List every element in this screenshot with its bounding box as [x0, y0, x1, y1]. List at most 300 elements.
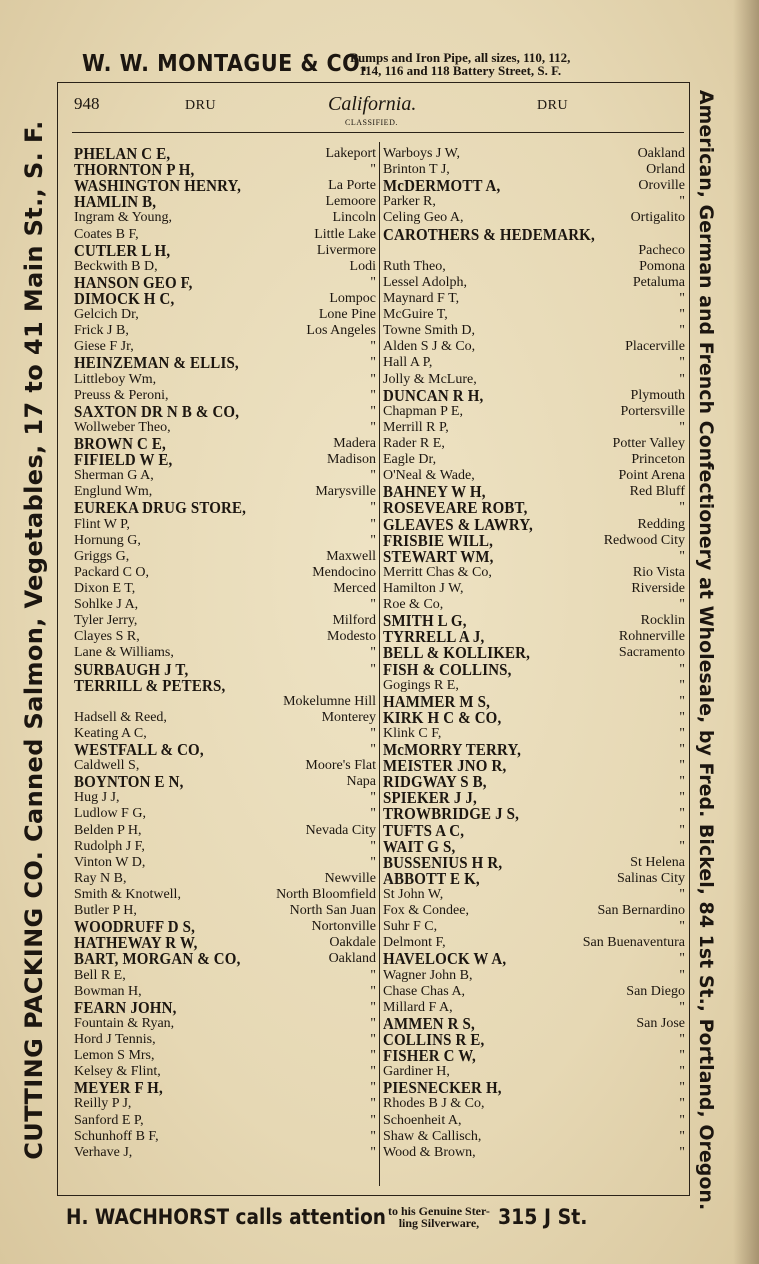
entry-name: SURBAUGH J T,: [74, 659, 189, 679]
entry-name: Lemon S Mrs,: [74, 1048, 155, 1064]
entry-place: ": [679, 194, 685, 210]
entry-name: Hall A P,: [383, 355, 433, 371]
entry-name: Vinton W D,: [74, 854, 146, 870]
entry-name: Jolly & McLure,: [383, 371, 477, 387]
entry-place: ": [370, 1015, 376, 1031]
entry-name: Caldwell S,: [74, 758, 140, 774]
entry-place: Ortigalito: [630, 210, 685, 226]
entry-name: Gogings R E,: [383, 677, 459, 693]
directory-entry: [74, 372, 376, 388]
directory-entry: [74, 823, 376, 839]
right-column: [383, 146, 685, 1161]
directory-entry: [74, 323, 376, 339]
entry-name: GLEAVES & LAWRY,: [383, 514, 533, 534]
entry-name: COLLINS R E,: [383, 1030, 485, 1050]
entry-place: ": [370, 1064, 376, 1080]
entry-place: La Porte: [328, 178, 376, 194]
directory-entry: [383, 565, 685, 581]
directory-entry: [383, 581, 685, 597]
entry-name: McGuire T,: [383, 307, 448, 323]
entry-place: ": [370, 355, 376, 371]
directory-entry: [74, 742, 376, 758]
entry-place: ": [679, 1144, 685, 1160]
entry-name: DUNCAN R H,: [383, 385, 484, 405]
entry-name: ABBOTT E K,: [383, 868, 480, 888]
entry-place: Pacheco: [638, 242, 685, 258]
entry-place: Potter Valley: [612, 435, 685, 451]
entry-name: Klink C F,: [383, 725, 442, 741]
column-divider: [379, 142, 380, 1186]
entry-name: THORNTON P H,: [74, 160, 195, 180]
entry-place: ": [679, 822, 685, 838]
entry-name: HAVELOCK W A,: [383, 949, 507, 969]
entry-place: Mendocino: [312, 564, 376, 580]
entry-name: Alden S J & Co,: [383, 339, 476, 355]
entry-name: FEARN JOHN,: [74, 997, 177, 1017]
entry-name: Tyler Jerry,: [74, 613, 138, 629]
entry-name: HEINZEMAN & ELLIS,: [74, 353, 239, 373]
directory-entry: [383, 1113, 685, 1129]
entry-name: Merritt Chas & Co,: [383, 564, 492, 580]
footer-ad-details: [388, 1205, 490, 1229]
entry-name: EUREKA DRUG STORE,: [74, 498, 247, 518]
directory-entry: [74, 500, 376, 516]
entry-name: Lane & Williams,: [74, 645, 174, 661]
entry-place: ": [679, 500, 685, 516]
directory-entry: [383, 984, 685, 1000]
entry-name: Fox & Condee,: [383, 903, 469, 919]
entry-name: Bowman H,: [74, 983, 142, 999]
entry-name: Sherman G A,: [74, 468, 154, 484]
entry-place: Orland: [646, 162, 685, 178]
directory-entry: [74, 968, 376, 984]
entry-name: Preuss & Peroni,: [74, 387, 169, 403]
section-code-right: DRU: [537, 98, 569, 113]
entry-place: ": [679, 355, 685, 371]
entry-name: ROSEVEARE ROBT,: [383, 498, 528, 518]
entry-name: Keating A C,: [74, 725, 147, 741]
entry-place: ": [679, 371, 685, 387]
entry-name: PIESNECKER H,: [383, 1078, 502, 1098]
entry-place: ": [679, 774, 685, 790]
directory-entry: [74, 452, 376, 468]
entry-place: Lincoln: [332, 210, 376, 226]
entry-name: Wood & Brown,: [383, 1144, 476, 1160]
directory-entry: [383, 887, 685, 903]
right-margin-advertisement: American, German and French Confectionery at Wholesale, by Fred. Bickel, 84 1st St., Portland, Oregon.: [695, 89, 717, 1211]
directory-entry: [383, 224, 685, 244]
entry-place: ": [679, 758, 685, 774]
entry-place: Oakland: [637, 146, 685, 161]
entry-place: Sacramento: [618, 645, 685, 661]
entry-place: Lone Pine: [318, 307, 376, 323]
entry-name: MEISTER JNO R,: [383, 756, 507, 776]
entry-place: ": [679, 742, 685, 758]
entry-name: SAXTON DR N B & CO,: [74, 401, 240, 421]
entry-place: Modesto: [327, 629, 376, 645]
entry-place: ": [679, 951, 685, 967]
entry-place: Livermore: [316, 242, 376, 258]
entry-name: AMMEN R S,: [383, 1013, 475, 1033]
entry-place: ": [370, 661, 376, 677]
entry-name: Maynard F T,: [383, 290, 460, 306]
entry-place: ": [370, 1080, 376, 1096]
entry-name: Frick J B,: [74, 323, 129, 339]
directory-entry: [74, 565, 376, 581]
directory-entry: [383, 919, 685, 935]
entry-place: ": [370, 274, 376, 290]
entry-name: HAMLIN B,: [74, 192, 157, 212]
entry-name: Fountain & Ryan,: [74, 1015, 175, 1031]
entry-place: ": [679, 661, 685, 677]
entry-place: Los Angeles: [306, 323, 376, 339]
classified-label: CLASSIFIED.: [345, 118, 398, 127]
directory-entry: [74, 871, 376, 887]
directory-entry: [383, 1080, 685, 1096]
entry-name: HAMMER M S,: [383, 691, 491, 711]
entry-place: ": [370, 1096, 376, 1112]
entry-place: ": [679, 1080, 685, 1096]
entry-name: Rader R E,: [383, 435, 445, 451]
entry-place: Lemoore: [325, 194, 376, 210]
directory-entry: [74, 694, 376, 710]
entry-place: ": [370, 725, 376, 741]
entry-name: Towne Smith D,: [383, 323, 475, 339]
entry-name: Smith & Knotwell,: [74, 887, 181, 903]
entry-name: DIMOCK H C,: [74, 288, 175, 308]
directory-entry: [74, 355, 376, 371]
directory-entry: [74, 1048, 376, 1064]
entry-name: Littleboy Wm,: [74, 371, 157, 387]
entry-name: KIRK H C & CO,: [383, 707, 502, 727]
directory-entry: [383, 404, 685, 420]
entry-name: TERRILL & PETERS,: [74, 675, 226, 695]
entry-place: ": [370, 1032, 376, 1048]
directory-entry: [383, 707, 685, 727]
directory-entry: [74, 839, 376, 855]
entry-place: Oakland: [328, 951, 376, 967]
entry-place: ": [679, 967, 685, 983]
directory-entry: [383, 146, 685, 162]
entry-name: Shaw & Callisch,: [383, 1128, 482, 1144]
directory-entry: [383, 1145, 685, 1161]
directory-entry: [74, 1080, 376, 1096]
directory-entry: [383, 903, 685, 919]
entry-name: Griggs G,: [74, 548, 130, 564]
entry-place: Rocklin: [640, 613, 685, 629]
left-margin-advertisement: CUTTING PACKING CO. Canned Salmon, Vegetables, 17 to 41 Main St., S. F.: [20, 120, 48, 1160]
entry-name: Wagner John B,: [383, 967, 473, 983]
entry-place: ": [679, 597, 685, 613]
directory-entry: [383, 178, 685, 194]
entry-place: Nevada City: [305, 822, 376, 838]
entry-name: Ludlow F G,: [74, 806, 146, 822]
entry-name: Ray N B,: [74, 870, 127, 886]
entry-name: Bell R E,: [74, 967, 126, 983]
footer-ad-address: 315 J St.: [497, 1205, 588, 1229]
footer-ad-lead: H. WACHHORST calls attention: [66, 1205, 386, 1229]
entry-name: McMORRY TERRY,: [383, 740, 521, 760]
entry-name: FRISBIE WILL,: [383, 530, 494, 550]
directory-entry: [74, 549, 376, 565]
entry-place: ": [370, 1128, 376, 1144]
entry-name: Merrill R P,: [383, 419, 449, 435]
directory-entry: [74, 517, 376, 533]
page-header: [72, 92, 682, 132]
entry-name: BUSSENIUS H R,: [383, 852, 503, 872]
directory-entry: [383, 420, 685, 436]
entry-place: Placerville: [625, 339, 685, 355]
entry-place: San Jose: [636, 1015, 685, 1031]
entry-name: BOYNTON E N,: [74, 772, 184, 792]
entry-place: ": [679, 548, 685, 564]
directory-entry: [383, 1129, 685, 1145]
directory-entry: [383, 436, 685, 452]
entry-place: ": [370, 645, 376, 661]
entry-name: Delmont F,: [383, 935, 446, 951]
entry-name: Clayes S R,: [74, 629, 140, 645]
state-title: California.: [328, 93, 417, 115]
entry-name: Packard C O,: [74, 564, 150, 580]
entry-name: Beckwith B D,: [74, 258, 158, 274]
entry-place: ": [370, 1112, 376, 1128]
entry-name: Flint W P,: [74, 516, 130, 532]
entry-place: ": [679, 1064, 685, 1080]
entry-place: Salinas City: [616, 870, 685, 886]
entry-name: Hadsell & Reed,: [74, 709, 167, 725]
entry-name: FISHER C W,: [383, 1046, 476, 1066]
entry-name: FIFIELD W E,: [74, 450, 173, 470]
entry-place: ": [370, 468, 376, 484]
entry-name: Warboys J W,: [383, 146, 461, 161]
entry-name: Belden P H,: [74, 822, 142, 838]
entry-name: Chase Chas A,: [383, 983, 466, 999]
entry-name: Englund Wm,: [74, 484, 153, 500]
entry-name: Rhodes B J & Co,: [383, 1096, 485, 1112]
entry-place: Riverside: [631, 580, 685, 596]
footer-ad-line-1: to his Genuine Ster-: [388, 1204, 490, 1218]
directory-entry: [383, 968, 685, 984]
left-column: [74, 146, 376, 1161]
entry-place: ": [679, 790, 685, 806]
entry-name: Verhave J,: [74, 1144, 133, 1160]
directory-entry: [383, 291, 685, 307]
entry-place: ": [370, 806, 376, 822]
entry-name: Sanford E P,: [74, 1112, 144, 1128]
entry-place: Lakeport: [325, 146, 376, 161]
directory-entry: [74, 1016, 376, 1032]
entry-place: ": [370, 516, 376, 532]
entry-name: Celing Geo A,: [383, 210, 464, 226]
entry-place: Oakdale: [329, 935, 376, 951]
entry-name: HATHEWAY R W,: [74, 933, 198, 953]
entry-place: ": [679, 323, 685, 339]
entry-place: Monterey: [321, 709, 376, 725]
entry-name: TYRRELL A J,: [383, 627, 485, 647]
entry-place: ": [679, 887, 685, 903]
directory-entry: [74, 597, 376, 613]
entry-place: ": [679, 1128, 685, 1144]
entry-place: Newville: [324, 870, 376, 886]
entry-name: HANSON GEO F,: [74, 272, 193, 292]
entry-name: St John W,: [383, 887, 444, 903]
directory-entry: [74, 997, 376, 1017]
entry-place: Milford: [332, 613, 376, 629]
entry-name: SPIEKER J J,: [383, 788, 477, 808]
entry-place: ": [679, 419, 685, 435]
directory-entry: [74, 774, 376, 790]
directory-entry: [383, 194, 685, 210]
entry-name: WAIT G S,: [383, 836, 456, 856]
entry-name: WASHINGTON HENRY,: [74, 176, 242, 196]
entry-place: ": [370, 532, 376, 548]
directory-entry: [383, 243, 685, 259]
entry-place: Marysville: [315, 484, 376, 500]
entry-place: Red Bluff: [629, 484, 685, 500]
entry-name: Kelsey & Flint,: [74, 1064, 161, 1080]
entry-name: Hord J Tennis,: [74, 1032, 156, 1048]
page-number: 948: [74, 94, 100, 113]
entry-place: ": [370, 1144, 376, 1160]
directory-entry: [74, 533, 376, 549]
entry-name: Suhr F C,: [383, 919, 438, 935]
entry-name: BELL & KOLLIKER,: [383, 643, 531, 663]
directory-entry: [383, 546, 685, 566]
directory-entry: [74, 210, 376, 226]
entry-place: North San Juan: [289, 903, 376, 919]
footer-advertisement: [66, 1200, 686, 1234]
entry-name: BAHNEY W H,: [383, 482, 486, 502]
entry-place: ": [370, 790, 376, 806]
entry-place: Rio Vista: [632, 564, 685, 580]
entry-place: Maxwell: [326, 548, 376, 564]
entry-place: Moore's Flat: [305, 758, 376, 774]
entry-name: Brinton T J,: [383, 162, 450, 178]
entry-place: San Diego: [626, 983, 685, 999]
entry-place: San Buenaventura: [582, 935, 685, 951]
entry-name: Parker R,: [383, 194, 436, 210]
entry-name: FISH & COLLINS,: [383, 659, 512, 679]
entry-name: Sohlke J A,: [74, 597, 139, 613]
entry-place: ": [370, 838, 376, 854]
header-ad-line-1: Pumps and Iron Pipe, all sizes, 110, 112,: [350, 50, 571, 65]
entry-place: ": [370, 339, 376, 355]
entry-place: ": [370, 419, 376, 435]
entry-name: TUFTS A C,: [383, 820, 465, 840]
entry-name: Eagle Dr,: [383, 452, 437, 468]
entry-place: ": [679, 677, 685, 693]
entry-place: St Helena: [630, 854, 685, 870]
entry-place: Princeton: [631, 452, 685, 468]
entry-place: ": [679, 725, 685, 741]
entry-place: Petaluma: [632, 274, 685, 290]
header-ad-line-2: 114, 116 and 118 Battery Street, S. F.: [359, 63, 562, 78]
directory-entry: [74, 401, 376, 421]
entry-name: Millard F A,: [383, 999, 453, 1015]
directory-entry: [74, 1113, 376, 1129]
directory-entry: [74, 887, 376, 903]
entry-name: Reilly P J,: [74, 1096, 132, 1112]
directory-entry: [74, 1129, 376, 1145]
directory-entry: [383, 868, 685, 888]
entry-place: Portersville: [620, 403, 685, 419]
entry-place: ": [679, 1048, 685, 1064]
directory-entry: [383, 1048, 685, 1064]
directory-entry: [74, 1096, 376, 1112]
directory-entry: [74, 1145, 376, 1161]
entry-place: ": [370, 854, 376, 870]
entry-place: Napa: [346, 774, 376, 790]
entry-name: Hamilton J W,: [383, 580, 464, 596]
entry-name: CUTLER L H,: [74, 240, 171, 260]
entry-place: North Bloomfield: [276, 887, 376, 903]
entry-place: ": [370, 500, 376, 516]
entry-name: Gelcich Dr,: [74, 307, 139, 323]
entry-place: ": [370, 371, 376, 387]
footer-ad-line-2: ling Silverware,: [398, 1216, 480, 1230]
entry-place: Madera: [333, 435, 376, 451]
entry-place: Oroville: [638, 178, 685, 194]
entry-name: Schoenheit A,: [383, 1112, 462, 1128]
directory-entry: [74, 194, 376, 210]
entry-place: Little Lake: [314, 226, 376, 242]
directory-entry: [383, 1096, 685, 1112]
entry-name: Lessel Adolph,: [383, 274, 467, 290]
directory-entry: [74, 1032, 376, 1048]
entry-place: ": [370, 403, 376, 419]
directory-entry: [383, 452, 685, 468]
entry-name: PHELAN C E,: [74, 144, 171, 163]
directory-entry: [74, 951, 376, 967]
header-ad-details: [350, 51, 570, 77]
entry-place: ": [679, 919, 685, 935]
entry-name: WOODRUFF D S,: [74, 917, 195, 937]
entry-place: ": [370, 387, 376, 403]
directory-entry: [74, 629, 376, 645]
entry-place: ": [370, 999, 376, 1015]
directory-entry: [74, 613, 376, 629]
entry-place: ": [679, 1032, 685, 1048]
entry-place: ": [679, 1112, 685, 1128]
directory-entry: [74, 675, 376, 695]
directory-entry: [383, 355, 685, 371]
entry-name: Wollweber Theo,: [74, 419, 171, 435]
entry-name: MEYER F H,: [74, 1078, 163, 1098]
entry-place: Point Arena: [618, 468, 685, 484]
directory-entry: [74, 855, 376, 871]
entry-place: Mokelumne Hill: [283, 693, 376, 709]
entry-name: O'Neal & Wade,: [383, 468, 475, 484]
entry-name: Coates B F,: [74, 226, 139, 242]
entry-place: Redding: [637, 516, 685, 532]
entry-place: ": [679, 709, 685, 725]
entry-name: Roe & Co,: [383, 597, 444, 613]
directory-entry: [74, 806, 376, 822]
entry-name: Hug J J,: [74, 790, 120, 806]
entry-place: ": [370, 1048, 376, 1064]
entry-place: ": [370, 597, 376, 613]
directory-entry: [383, 259, 685, 275]
directory-entry: [74, 581, 376, 597]
entry-place: ": [679, 806, 685, 822]
directory-entry: [383, 275, 685, 291]
entry-place: ": [679, 307, 685, 323]
header-rule: [72, 132, 684, 133]
entry-place: ": [370, 983, 376, 999]
entry-name: Chapman P E,: [383, 403, 463, 419]
entry-name: BART, MORGAN & CO,: [74, 949, 241, 969]
directory-entry: [383, 323, 685, 339]
